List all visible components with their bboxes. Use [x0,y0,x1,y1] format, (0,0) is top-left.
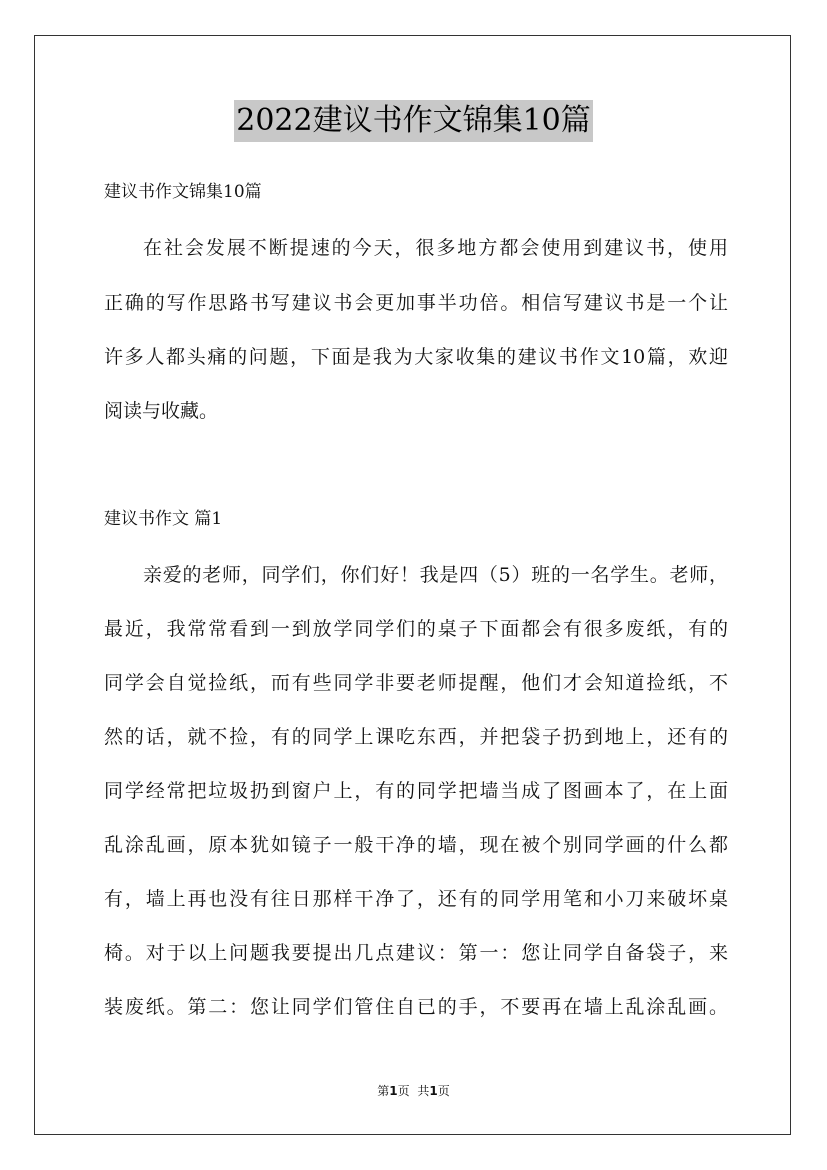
intro-line-3: 许多人都头痛的问题，下面是我为大家收集的建议书作文10篇，欢迎 [104,346,728,368]
total-suffix: 页 [437,1084,450,1098]
page-number: 1 [389,1084,398,1098]
page-footer [0,1083,827,1099]
intro-line-4: 阅读与收藏。 [104,400,219,422]
intro-heading: 建议书作文锦集10篇 [104,182,262,202]
section-line-3: 同学会自觉捡纸，而有些同学非要老师提醒，他们才会知道捡纸，不 [104,672,728,694]
intro-line-2: 正确的写作思路书写建议书会更加事半功倍。相信写建议书是一个让 [104,292,728,314]
document-title: 2022建议书作文锦集10篇 [234,100,593,142]
section-line-6: 乱涂乱画，原本犹如镜子一般干净的墙，现在被个别同学画的什么都 [104,834,728,856]
page-suffix: 页 [397,1084,410,1098]
section-line-1: 亲爱的老师，同学们，你们好！我是四（5）班的一名学生。老师， [143,564,728,586]
section-line-5: 同学经常把垃圾扔到窗户上，有的同学把墙当成了图画本了，在上面 [104,780,728,802]
section-heading: 建议书作文 篇1 [104,509,223,529]
section-line-9: 装废纸。第二：您让同学们管住自已的手，不要再在墙上乱涂乱画。 [104,996,728,1018]
total-prefix: 共 [417,1084,430,1098]
section-line-7: 有，墙上再也没有往日那样干净了，还有的同学用笔和小刀来破坏桌 [104,888,728,910]
page-prefix: 第 [377,1084,390,1098]
intro-line-1: 在社会发展不断提速的今天，很多地方都会使用到建议书，使用 [143,237,728,259]
total-number: 1 [429,1084,438,1098]
section-line-2: 最近，我常常看到一到放学同学们的桌子下面都会有很多废纸，有的 [104,618,728,640]
title-wrap [0,100,827,142]
section-line-8: 椅。对于以上问题我要提出几点建议：第一：您让同学自备袋子，来 [104,942,728,964]
section-line-4: 然的话，就不捡，有的同学上课吃东西，并把袋子扔到地上，还有的 [104,726,728,748]
